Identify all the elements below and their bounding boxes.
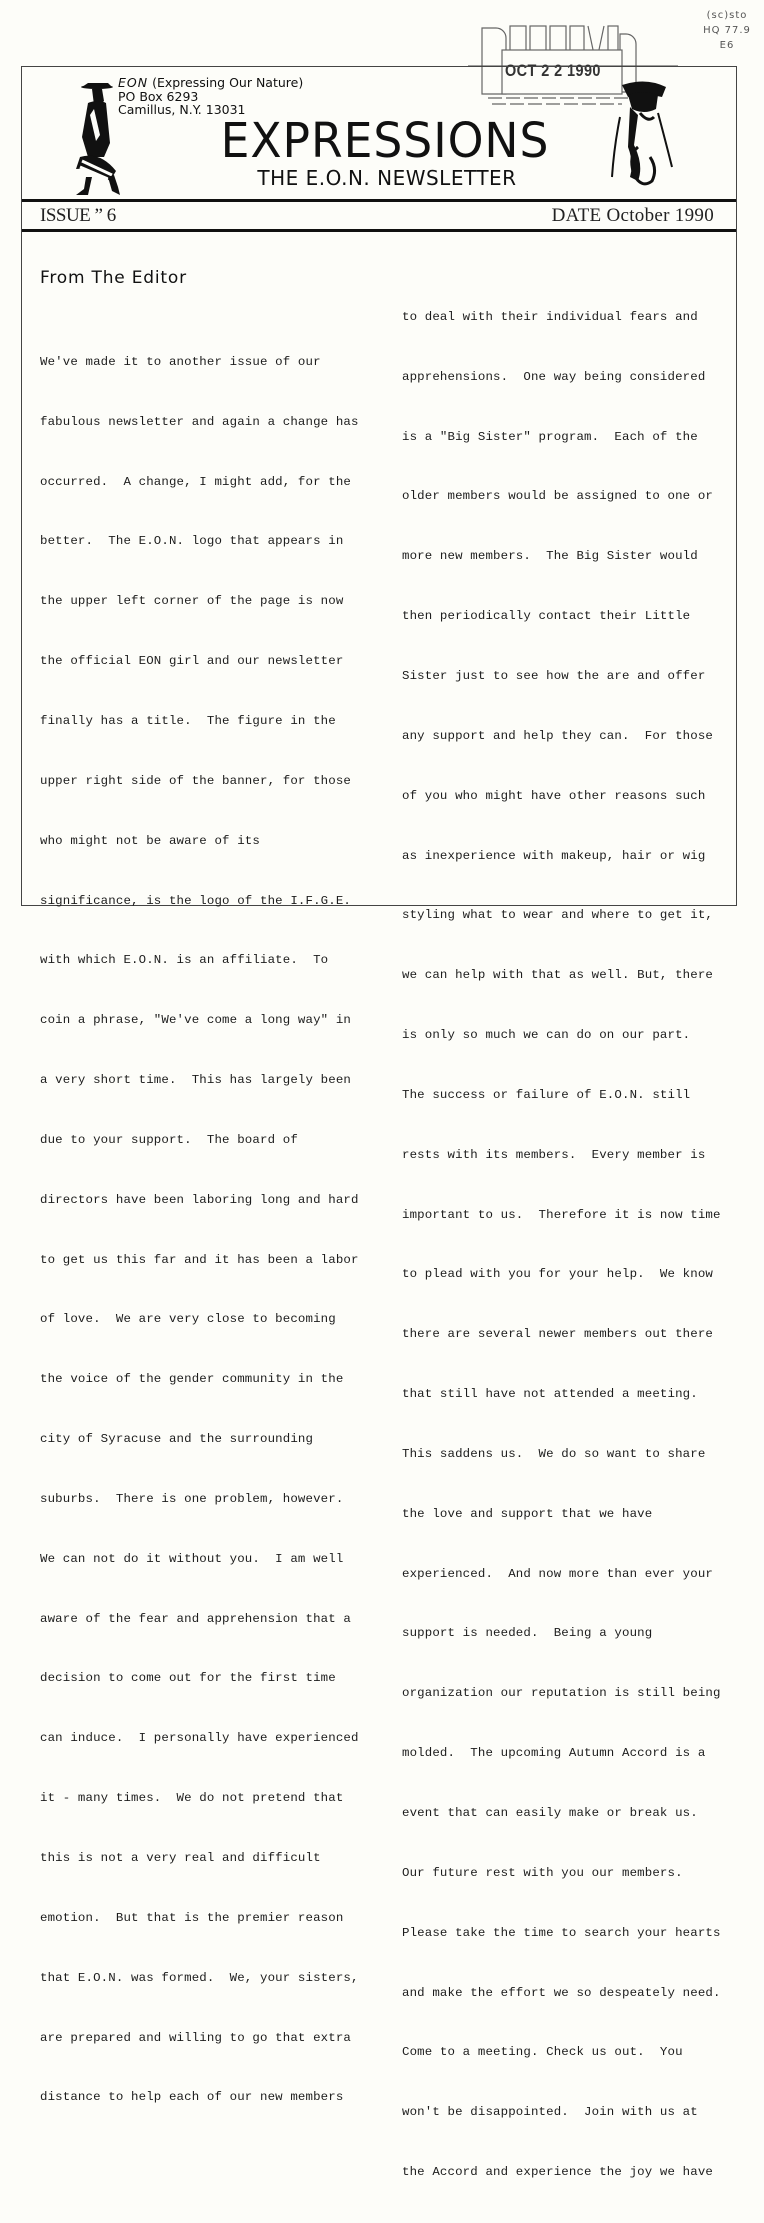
call-number-line: (sc)sto [706,10,748,21]
text-line: suburbs. There is one problem, however. [40,1491,344,1506]
text-line: Please take the time to search your hearts [402,1925,721,1940]
text-line: city of Syracuse and the surrounding [40,1432,314,1447]
text-line: can induce. I personally have experienced [40,1731,359,1746]
text-line: directors have been laboring long and hard [40,1192,359,1207]
call-number-line: E6 [719,40,735,51]
text-line: are prepared and willing to go that extra [40,2030,352,2045]
text-line: Sister just to see how the are and offer [402,668,706,683]
text-line: is a "Big Sister" program. Each of the [402,429,698,444]
text-line: apprehensions. One way being considered [402,369,706,384]
text-line: important to us. Therefore it is now time [402,1207,721,1222]
text-line: who might not be aware of its [40,833,260,848]
text-line: styling what to wear and where to get it, [402,908,714,923]
text-line: rests with its members. Every member is [402,1147,706,1162]
text-line: the upper left corner of the page is now [40,594,344,609]
article-column-left [40,313,359,2148]
text-line: that still have not attended a meeting. [402,1387,698,1402]
text-line: due to your support. The board of [40,1132,298,1147]
text-line: coin a phrase, "We've come a long way" in [40,1013,352,1028]
text-line: decision to come out for the first time [40,1671,336,1686]
text-line: upper right side of the banner, for those [40,773,352,788]
text-line: This saddens us. We do so want to share [402,1446,706,1461]
text-line: that E.O.N. was formed. We, your sisters, [40,1970,359,1985]
text-line: fabulous newsletter and again a change has [40,414,359,429]
text-line: molded. The upcoming Autumn Accord is a [402,1746,706,1761]
text-line: as inexperience with makeup, hair or wig [402,848,706,863]
text-line: the love and support that we have [402,1506,653,1521]
text-line: the voice of the gender community in the [40,1372,344,1387]
text-line: occurred. A change, I might add, for the [40,474,352,489]
text-line: significance, is the logo of the I.F.G.E. [40,893,352,908]
text-line: experienced. And now more than ever your [402,1566,714,1581]
text-line: finally has a title. The figure in the [40,713,336,728]
text-line: distance to help each of our new members [40,2090,344,2105]
org-expansion: (Expressing Our Nature) [152,75,304,90]
text-line: more new members. The Big Sister would [402,549,698,564]
text-line: event that can easily make or break us. [402,1806,698,1820]
text-line: to deal with their individual fears and [402,309,698,324]
text-line: to plead with you for your help. We know [402,1267,714,1282]
text-line: the Accord and experience the joy we have [402,2165,714,2180]
text-line: Come to a meeting. Check us out. You [402,2045,683,2060]
article-column-right [402,268,721,2223]
text-line: and make the effort we so despeately need. [402,1985,721,2000]
text-line: with which E.O.N. is an affiliate. To [40,953,329,968]
stamp-date: OCT 2 2 1990 [505,61,601,80]
text-line: we can help with that as well. But, there [402,968,714,983]
text-line: of love. We are very close to becoming [40,1312,336,1327]
text-line: any support and help they can. For those [402,728,714,743]
text-line: We can not do it without you. I am well [40,1551,344,1566]
text-line: support is needed. Being a young [402,1626,653,1641]
text-line: better. The E.O.N. logo that appears in [40,534,344,549]
issue-date: DATE October 1990 [551,205,714,226]
text-line: Our future rest with you our members. [402,1865,683,1880]
org-name: EON [118,75,149,90]
text-line: a very short time. This has largely been [40,1073,352,1088]
newsletter-title: EXPRESSIONS [220,113,550,169]
masthead-banner [22,67,736,200]
organization-address [118,76,303,117]
text-line: is only so much we can do on our part. [402,1028,691,1043]
handwritten-call-number [697,8,757,53]
text-line: to get us this far and it has been a labor [40,1252,359,1267]
text-line: the official EON girl and our newsletter [40,654,344,669]
address-line: Camillus, N.Y. 13031 [118,102,246,117]
text-line: won't be disappointed. Join with us at [402,2105,698,2120]
text-line: this is not a very real and difficult [40,1851,321,1865]
text-line: organization our reputation is still being [402,1686,721,1701]
newsletter-frame [21,66,737,2180]
text-line: then periodically contact their Little [402,609,691,624]
text-line: there are several newer members out there [402,1327,714,1342]
text-line: older members would be assigned to one or [402,489,714,504]
text-line: The success or failure of E.O.N. still [402,1087,691,1102]
call-number-line: HQ 77.9 [703,25,751,36]
text-line: aware of the fear and apprehension that a [40,1611,352,1626]
text-line: of you who might have other reasons such [402,788,706,803]
issue-bar [22,202,736,230]
divider [22,229,736,232]
text-line: We've made it to another issue of our [40,354,321,369]
address-line: PO Box 6293 [118,88,199,104]
text-line: emotion. But that is the premier reason [40,1910,344,1925]
newsletter-subtitle: THE E.O.N. NEWSLETTER [257,166,517,190]
issue-number: ISSUE ” 6 [40,205,116,226]
article-heading: From The Editor [40,268,187,288]
text-line: it - many times. We do not pretend that [40,1791,344,1806]
ifge-logo-icon [608,77,684,195]
